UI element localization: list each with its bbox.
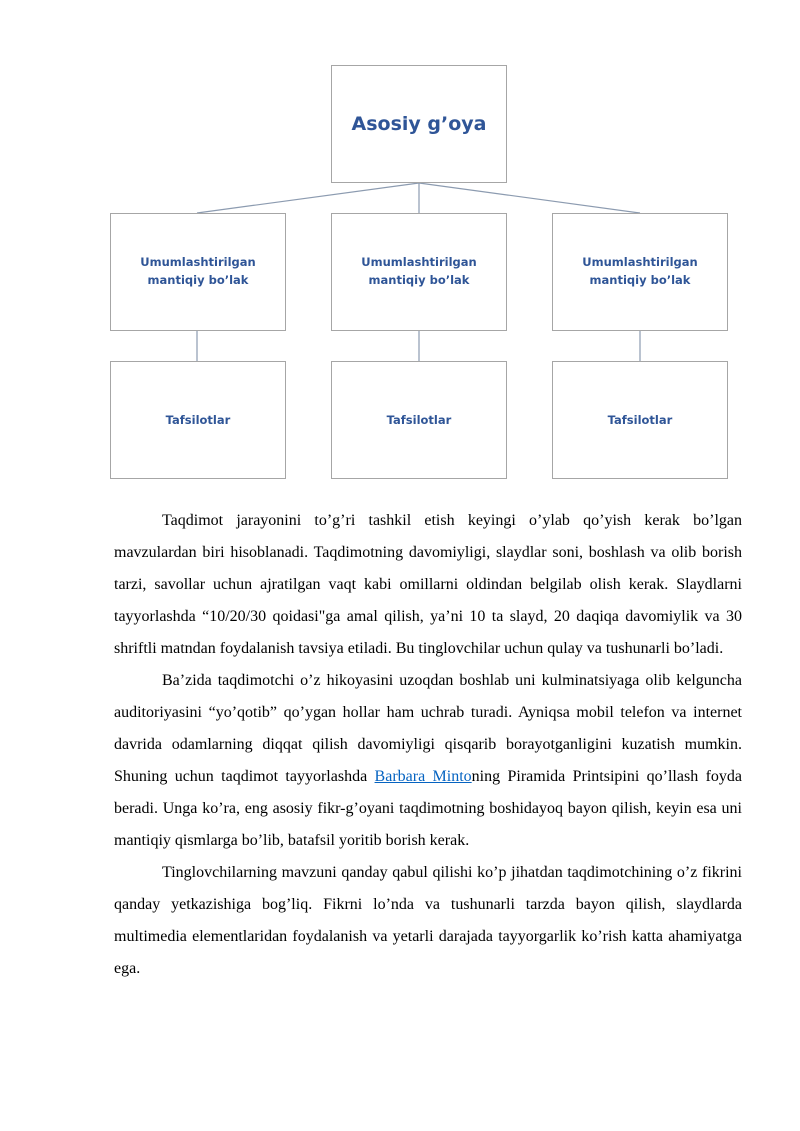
main-idea-box bbox=[331, 65, 507, 183]
connector-branch-right bbox=[419, 183, 640, 213]
body-text bbox=[114, 505, 742, 985]
main-idea-label: Asosiy g’oya bbox=[351, 113, 487, 135]
logical-part-label-2: Umumlashtirilgan mantiqiy bo’lak bbox=[361, 255, 477, 287]
logical-part-box-2 bbox=[331, 213, 507, 331]
details-label-1: Tafsilotlar bbox=[165, 413, 231, 427]
logical-part-box-3 bbox=[552, 213, 728, 331]
details-box-3 bbox=[552, 361, 728, 479]
details-label-2: Tafsilotlar bbox=[386, 413, 452, 427]
paragraph-2 bbox=[114, 665, 742, 857]
paragraph-2-text-start: Ba’zida taqdimotchi o’z hikoyasini uzoqdan boshlab uni kulminatsiyaga olib kelguncha auditoriyasini “yo’qotib” qo’ygan hollar ham uchrab turadi. Ayniqsa mobil telefon va internet davrida odamlarning diqqat qilish davomiyligi qisqarib borayotganligini kuzatish mumkin. Shuning uchun taqdimot tayyorlashda bbox=[114, 672, 742, 785]
logical-part-label-1: Umumlashtirilgan mantiqiy bo’lak bbox=[140, 255, 256, 287]
logical-part-label-3: Umumlashtirilgan mantiqiy bo’lak bbox=[582, 255, 698, 287]
paragraph-2-text-end: ning Piramida Printsipini qo’llash foyda beradi. Unga ko’ra, eng asosiy fikr-g’oyani taqdimotning boshidayoq bayon qilish, keyin esa uni mantiqiy qismlarga bo’lib, batafsil yoritib borish kerak. bbox=[114, 768, 743, 849]
logical-part-box-1 bbox=[110, 213, 286, 331]
details-box-2 bbox=[331, 361, 507, 479]
details-box-1 bbox=[110, 361, 286, 479]
details-label-3: Tafsilotlar bbox=[607, 413, 673, 427]
paragraph-1: Taqdimot jarayonini to’g’ri tashkil etish keyingi o’ylab qo’yish kerak bo’lgan mavzulardan biri hisoblanadi. Taqdimotning davomiyligi, slaydlar soni, boshlash va olib borish tarzi, savollar uchun ajratilgan vaqt kabi omillarni oldindan belgilab olish kerak. Slaydlarni tayyorlashda “10/20/30 qoidasi"ga amal qilish, ya’ni 10 ta slayd, 20 daqiqa davomiylik va 30 shriftli matndan foydalanish tavsiya etiladi. Bu tinglovchilar uchun qulay va tushunarli bo’ladi. bbox=[114, 512, 742, 657]
barbara-minto-link[interactable]: Barbara Minto bbox=[374, 768, 472, 785]
connector-branch-left bbox=[197, 183, 419, 213]
paragraph-3: Tinglovchilarning mavzuni qanday qabul qilishi ko’p jihatdan taqdimotchining o’z fikrini qanday yetkazishiga bog’liq. Fikrni lo’nda va tushunarli tarzda bayon qilish, slaydlarda multimedia elementlaridan foydalanish va yetarli darajada tayyorgarlik ko’rish katta ahamiyatga ega. bbox=[114, 864, 742, 977]
